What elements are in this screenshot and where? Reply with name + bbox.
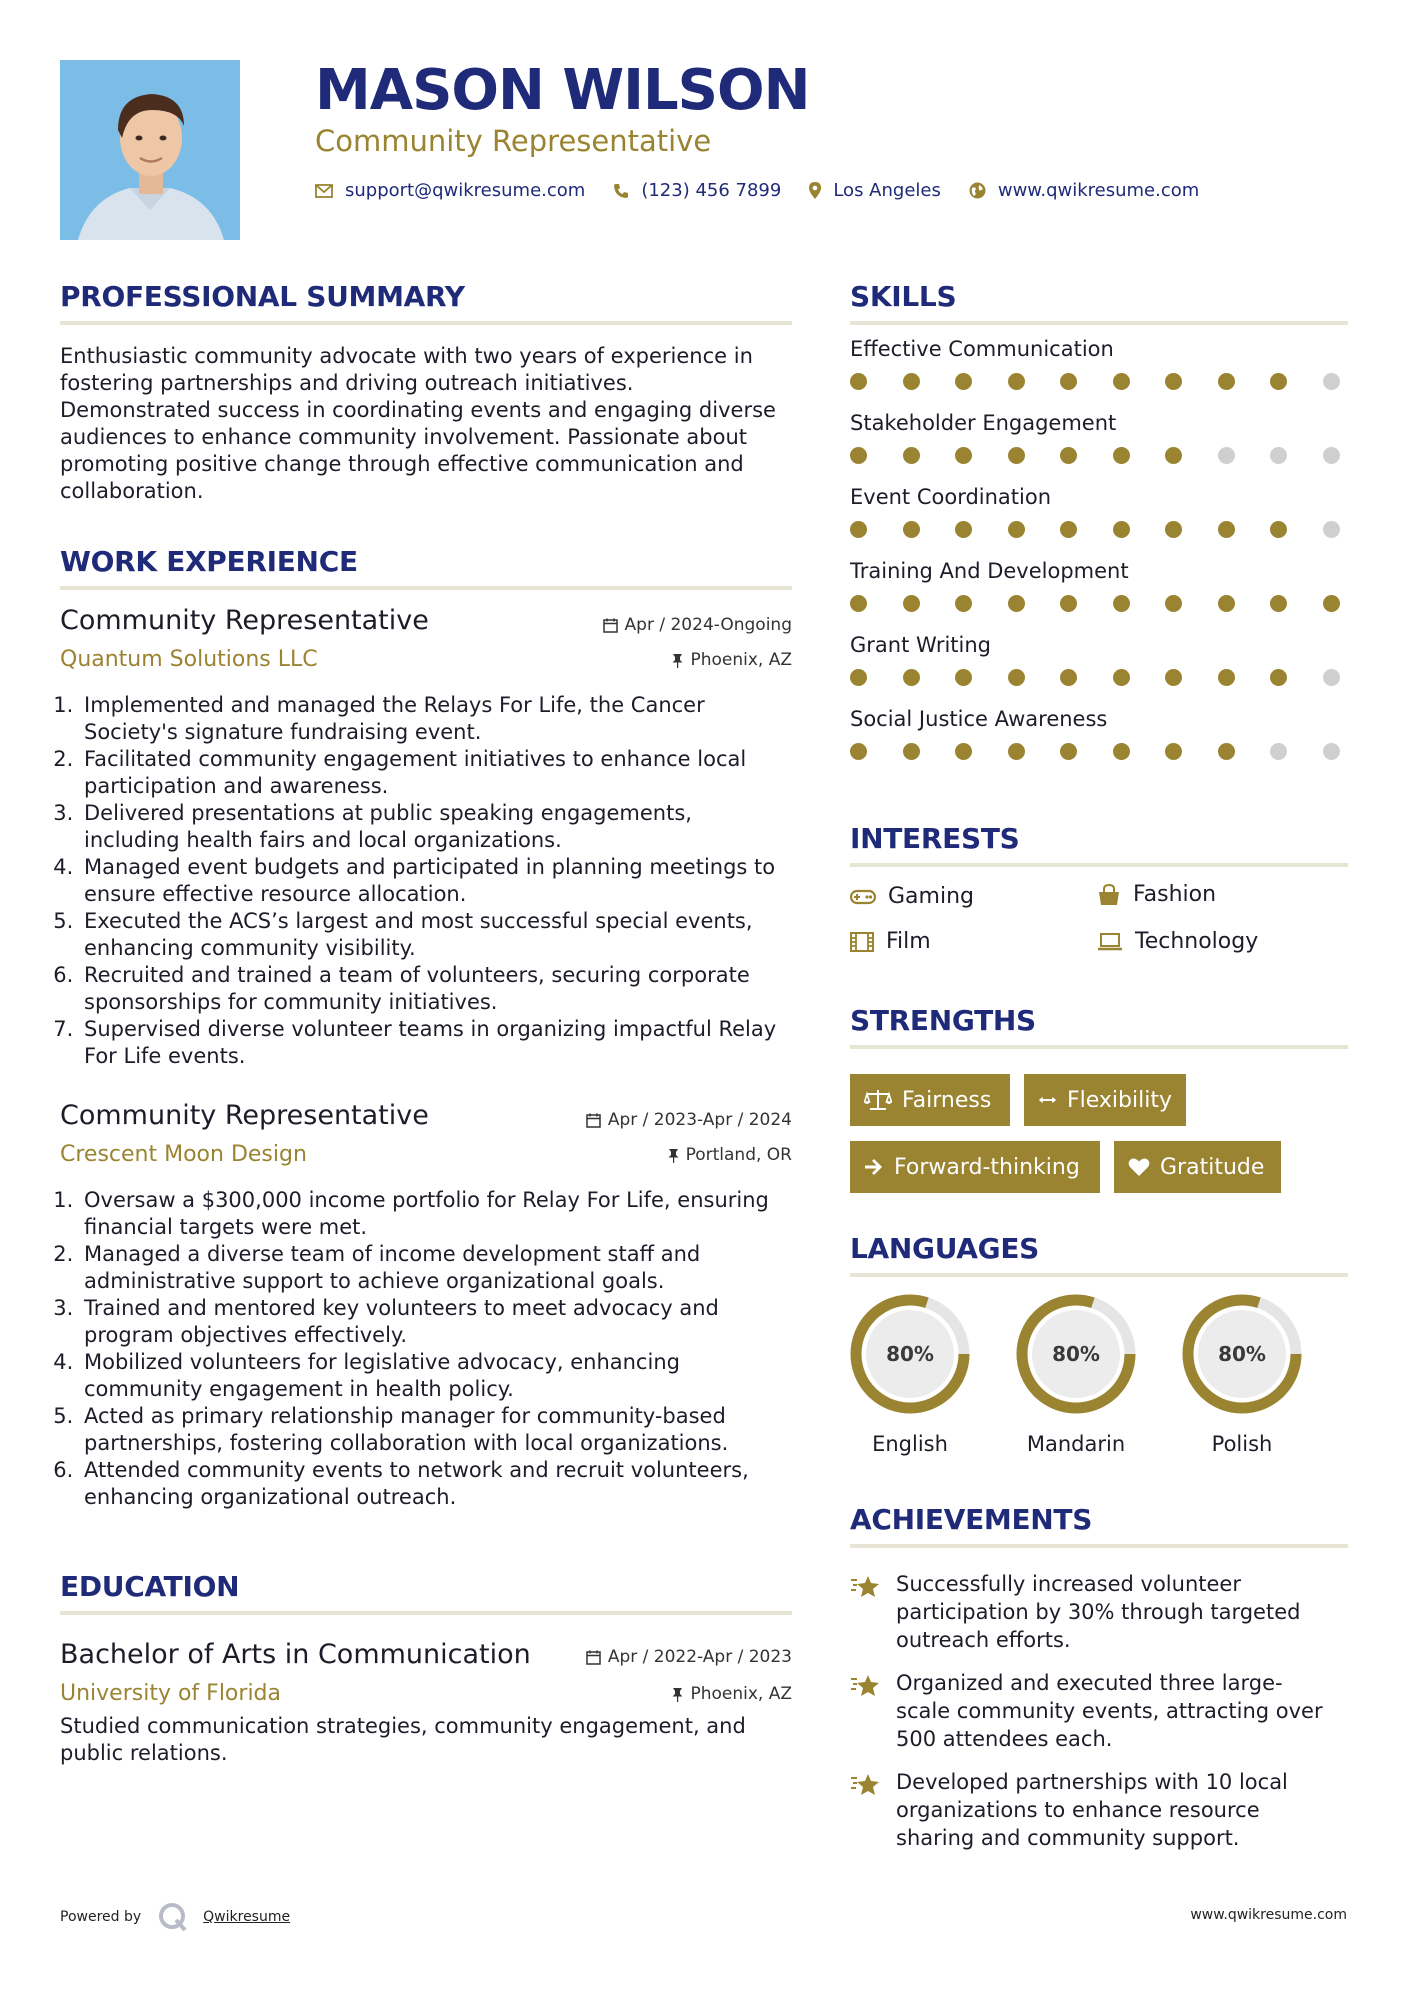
rating-dot-filled bbox=[1008, 595, 1025, 612]
rating-dot-filled bbox=[1008, 521, 1025, 538]
rating-dot-empty bbox=[1323, 743, 1340, 760]
website-text: www.qwikresume.com bbox=[997, 180, 1200, 201]
language-item bbox=[1180, 1292, 1304, 1456]
calendar-icon bbox=[586, 1650, 601, 1665]
arrows-horizontal-icon bbox=[1038, 1093, 1057, 1107]
rating-dot-filled bbox=[1218, 373, 1235, 390]
section-rule bbox=[850, 1045, 1348, 1049]
rating-dot-filled bbox=[850, 669, 867, 686]
job-date-text: Apr / 2024-Ongoing bbox=[624, 615, 792, 635]
rating-dot-filled bbox=[955, 373, 972, 390]
skill-row bbox=[850, 411, 1348, 464]
list-item: 1. Implemented and managed the Relays For Life, the Cancer Society's signature fundraising event. bbox=[80, 692, 792, 746]
skills-heading: SKILLS bbox=[850, 280, 957, 313]
skill-row bbox=[850, 707, 1348, 760]
rating-dot-filled bbox=[850, 521, 867, 538]
rating-dot-filled bbox=[1218, 743, 1235, 760]
job-location-text: Portland, OR bbox=[685, 1145, 792, 1165]
language-percent-label: 80% bbox=[1052, 1342, 1100, 1366]
contact-website[interactable] bbox=[969, 180, 1199, 201]
education-date-text: Apr / 2022-Apr / 2023 bbox=[607, 1647, 792, 1667]
list-item: 3. Trained and mentored key volunteers to meet advocacy and program objectives effectively. bbox=[80, 1295, 792, 1349]
rating-dot-filled bbox=[1323, 595, 1340, 612]
skill-row bbox=[850, 559, 1348, 612]
rating-dot-filled bbox=[1113, 521, 1130, 538]
rating-dot-filled bbox=[1008, 669, 1025, 686]
arrow-right-icon bbox=[864, 1158, 884, 1176]
achievements-heading: ACHIEVEMENTS bbox=[850, 1503, 1093, 1536]
rating-dot-filled bbox=[1113, 669, 1130, 686]
rating-dot-filled bbox=[1270, 669, 1287, 686]
section-rule bbox=[850, 863, 1348, 867]
strengths-section bbox=[850, 1004, 1348, 1049]
education-location bbox=[672, 1684, 792, 1704]
list-item: 6. Attended community events to network and recruit volunteers, enhancing organizational outreach. bbox=[80, 1457, 792, 1511]
interest-label: Technology bbox=[1135, 929, 1259, 954]
rating-dot-filled bbox=[1218, 595, 1235, 612]
language-progress-ring bbox=[1180, 1292, 1304, 1416]
list-item: 5. Executed the ACS’s largest and most successful special events, enhancing community visibility. bbox=[80, 908, 792, 962]
list-item: 2. Managed a diverse team of income development staff and administrative support to achieve organizational goals. bbox=[80, 1241, 792, 1295]
language-percent-label: 80% bbox=[1218, 1342, 1266, 1366]
rating-dot-filled bbox=[955, 447, 972, 464]
rating-dot-empty bbox=[1323, 447, 1340, 464]
list-item: 5. Acted as primary relationship manager for community-based partnerships, fostering collaboration with local organizations. bbox=[80, 1403, 792, 1457]
rating-dot-filled bbox=[903, 743, 920, 760]
footer-powered-by bbox=[60, 1901, 290, 1933]
rating-dot-filled bbox=[903, 595, 920, 612]
qwikresume-link[interactable]: Qwikresume bbox=[203, 1909, 291, 1925]
job-title: Community Representative bbox=[60, 1100, 429, 1131]
rating-dot-filled bbox=[955, 595, 972, 612]
pin-icon bbox=[672, 1687, 683, 1702]
rating-dot-empty bbox=[1323, 373, 1340, 390]
rating-dot-filled bbox=[903, 521, 920, 538]
candidate-role: Community Representative bbox=[315, 124, 712, 158]
footer-site-link[interactable]: www.qwikresume.com bbox=[1190, 1907, 1347, 1923]
interests-section bbox=[850, 822, 1348, 867]
star-trophy-icon bbox=[850, 1673, 882, 1699]
education-heading: EDUCATION bbox=[60, 1570, 240, 1603]
rating-dot-filled bbox=[1060, 595, 1077, 612]
section-rule bbox=[60, 1611, 792, 1615]
languages-heading: LANGUAGES bbox=[850, 1232, 1040, 1265]
skill-row bbox=[850, 633, 1348, 686]
strength-tag-flexibility bbox=[1024, 1074, 1186, 1126]
star-trophy-icon bbox=[850, 1772, 882, 1798]
rating-dot-filled bbox=[1113, 373, 1130, 390]
job-date bbox=[603, 615, 792, 635]
job-date bbox=[586, 1110, 792, 1130]
list-item: 1. Oversaw a $300,000 income portfolio for Relay For Life, ensuring financial targets were met. bbox=[80, 1187, 792, 1241]
language-name: English bbox=[872, 1432, 948, 1456]
phone-text: (123) 456 7899 bbox=[641, 180, 782, 201]
achievement-item bbox=[850, 1768, 1330, 1852]
shopping-bag-icon bbox=[1097, 884, 1121, 906]
summary-section bbox=[60, 280, 792, 505]
skill-name: Effective Communication bbox=[850, 337, 1114, 361]
language-item bbox=[1014, 1292, 1138, 1456]
skill-name: Social Justice Awareness bbox=[850, 707, 1108, 731]
strength-label: Gratitude bbox=[1160, 1154, 1265, 1180]
rating-dot-filled bbox=[1218, 521, 1235, 538]
pin-icon bbox=[668, 1148, 679, 1163]
qwikresume-logo-icon bbox=[157, 1901, 189, 1933]
rating-dot-filled bbox=[955, 743, 972, 760]
skill-rating bbox=[850, 373, 1340, 390]
rating-dot-filled bbox=[955, 669, 972, 686]
pin-icon bbox=[672, 653, 683, 668]
film-icon bbox=[850, 932, 874, 952]
achievement-text: Successfully increased volunteer participation by 30% through targeted outreach efforts. bbox=[896, 1572, 1301, 1652]
rating-dot-filled bbox=[850, 373, 867, 390]
rating-dot-filled bbox=[1008, 743, 1025, 760]
list-item: 2. Facilitated community engagement initiatives to enhance local participation and awareness. bbox=[80, 746, 792, 800]
rating-dot-filled bbox=[955, 521, 972, 538]
rating-dot-filled bbox=[1165, 521, 1182, 538]
rating-dot-filled bbox=[1218, 669, 1235, 686]
skill-rating bbox=[850, 669, 1340, 686]
powered-by-text: Powered by bbox=[60, 1909, 142, 1925]
email-text: support@qwikresume.com bbox=[345, 180, 586, 201]
skill-rating bbox=[850, 595, 1340, 612]
skill-row bbox=[850, 485, 1348, 538]
section-rule bbox=[850, 321, 1348, 325]
section-rule bbox=[850, 1273, 1348, 1277]
calendar-icon bbox=[603, 618, 618, 633]
candidate-name: MASON WILSON bbox=[315, 58, 810, 123]
skill-name: Event Coordination bbox=[850, 485, 1052, 509]
rating-dot-filled bbox=[1165, 669, 1182, 686]
globe-icon bbox=[969, 182, 986, 199]
language-progress-ring bbox=[1014, 1292, 1138, 1416]
rating-dot-filled bbox=[903, 373, 920, 390]
experience-section bbox=[60, 545, 792, 590]
skill-rating bbox=[850, 447, 1340, 464]
skill-name: Training And Development bbox=[850, 559, 1129, 583]
rating-dot-filled bbox=[850, 447, 867, 464]
strength-tag-gratitude bbox=[1114, 1141, 1281, 1193]
rating-dot-empty bbox=[1270, 743, 1287, 760]
interests-heading: INTERESTS bbox=[850, 822, 1020, 855]
rating-dot-filled bbox=[1113, 595, 1130, 612]
interest-label: Film bbox=[886, 929, 931, 954]
gamepad-icon bbox=[850, 889, 876, 905]
rating-dot-filled bbox=[1060, 447, 1077, 464]
rating-dot-filled bbox=[1008, 447, 1025, 464]
heart-icon bbox=[1128, 1157, 1150, 1177]
rating-dot-empty bbox=[1323, 521, 1340, 538]
job-entry bbox=[60, 605, 792, 1070]
contact-email[interactable] bbox=[315, 180, 585, 201]
rating-dot-filled bbox=[1270, 521, 1287, 538]
rating-dot-filled bbox=[1165, 447, 1182, 464]
strength-label: Flexibility bbox=[1067, 1087, 1172, 1113]
company-name: Quantum Solutions LLC bbox=[60, 647, 318, 672]
job-bullets bbox=[60, 1187, 792, 1511]
interest-item-gaming bbox=[850, 884, 974, 909]
contact-location bbox=[809, 180, 941, 201]
job-bullets bbox=[60, 692, 792, 1070]
language-progress-ring bbox=[848, 1292, 972, 1416]
rating-dot-empty bbox=[1270, 447, 1287, 464]
profile-photo bbox=[60, 60, 240, 240]
list-item: 6. Recruited and trained a team of volunteers, securing corporate sponsorships for community initiatives. bbox=[80, 962, 792, 1016]
skill-name: Grant Writing bbox=[850, 633, 991, 657]
rating-dot-filled bbox=[1270, 373, 1287, 390]
job-title: Community Representative bbox=[60, 605, 429, 636]
rating-dot-filled bbox=[1113, 447, 1130, 464]
strength-label: Fairness bbox=[902, 1087, 992, 1113]
list-item: 7. Supervised diverse volunteer teams in organizing impactful Relay For Life events. bbox=[80, 1016, 792, 1070]
education-text: Studied communication strategies, community engagement, and public relations. bbox=[60, 1714, 746, 1765]
skill-rating bbox=[850, 743, 1340, 760]
school-name: University of Florida bbox=[60, 1681, 281, 1706]
achievement-text: Organized and executed three large-scale community events, attracting over 500 attendees each. bbox=[896, 1671, 1323, 1751]
language-percent-label: 80% bbox=[886, 1342, 934, 1366]
laptop-icon bbox=[1097, 933, 1123, 951]
balance-scale-icon bbox=[864, 1089, 892, 1111]
interest-label: Gaming bbox=[888, 884, 974, 909]
rating-dot-filled bbox=[1060, 521, 1077, 538]
achievement-item bbox=[850, 1669, 1330, 1753]
company-name: Crescent Moon Design bbox=[60, 1142, 307, 1167]
calendar-icon bbox=[586, 1113, 601, 1128]
rating-dot-filled bbox=[1060, 669, 1077, 686]
strength-label: Forward-thinking bbox=[894, 1154, 1080, 1180]
rating-dot-filled bbox=[850, 595, 867, 612]
education-section bbox=[60, 1570, 792, 1767]
map-marker-icon bbox=[809, 182, 821, 199]
education-location-text: Phoenix, AZ bbox=[690, 1684, 792, 1704]
education-date bbox=[586, 1647, 792, 1667]
rating-dot-filled bbox=[1113, 743, 1130, 760]
star-trophy-icon bbox=[850, 1574, 882, 1600]
list-item: 4. Mobilized volunteers for legislative advocacy, enhancing community engagement in health policy. bbox=[80, 1349, 792, 1403]
job-location bbox=[668, 1145, 792, 1165]
job-location bbox=[672, 650, 792, 670]
interest-item-technology bbox=[1097, 929, 1258, 954]
list-item: 4. Managed event budgets and participated in planning meetings to ensure effective resource allocation. bbox=[80, 854, 792, 908]
achievement-item bbox=[850, 1570, 1330, 1654]
rating-dot-filled bbox=[903, 669, 920, 686]
language-item bbox=[848, 1292, 972, 1456]
skill-name: Stakeholder Engagement bbox=[850, 411, 1117, 435]
skills-list bbox=[850, 337, 1348, 760]
interest-label: Fashion bbox=[1133, 882, 1217, 907]
achievements-section bbox=[850, 1503, 1348, 1548]
skills-section bbox=[850, 280, 1348, 760]
summary-heading: PROFESSIONAL SUMMARY bbox=[60, 280, 465, 313]
phone-icon bbox=[613, 183, 629, 199]
language-name: Mandarin bbox=[1026, 1432, 1126, 1456]
section-rule bbox=[60, 321, 792, 325]
rating-dot-filled bbox=[1270, 595, 1287, 612]
languages-section bbox=[850, 1232, 1348, 1277]
contact-bar bbox=[315, 180, 1227, 201]
strength-tag-forward-thinking bbox=[850, 1141, 1100, 1193]
rating-dot-filled bbox=[1165, 373, 1182, 390]
degree-title: Bachelor of Arts in Communication bbox=[60, 1639, 531, 1670]
rating-dot-filled bbox=[1060, 743, 1077, 760]
section-rule bbox=[60, 586, 792, 590]
strength-tag-fairness bbox=[850, 1074, 1010, 1126]
rating-dot-filled bbox=[1008, 373, 1025, 390]
rating-dot-filled bbox=[1060, 373, 1077, 390]
job-location-text: Phoenix, AZ bbox=[690, 650, 792, 670]
skill-row bbox=[850, 337, 1348, 390]
rating-dot-filled bbox=[1165, 595, 1182, 612]
job-entry bbox=[60, 1100, 792, 1511]
rating-dot-filled bbox=[1165, 743, 1182, 760]
list-item: 3. Delivered presentations at public speaking engagements, including health fairs and local organizations. bbox=[80, 800, 792, 854]
rating-dot-filled bbox=[850, 743, 867, 760]
section-rule bbox=[850, 1544, 1348, 1548]
job-date-text: Apr / 2023-Apr / 2024 bbox=[607, 1110, 792, 1130]
summary-text: Enthusiastic community advocate with two years of experience in fostering partnerships and driving outreach initiatives. Demonstrated success in coordinating events and engaging diverse audiences to enhance community involvement. Passionate about promoting positive change through effective communication and collaboration. bbox=[60, 344, 776, 503]
envelope-icon bbox=[315, 184, 333, 198]
location-text: Los Angeles bbox=[833, 180, 941, 201]
strengths-heading: STRENGTHS bbox=[850, 1004, 1036, 1037]
rating-dot-empty bbox=[1218, 447, 1235, 464]
contact-phone[interactable] bbox=[613, 180, 781, 201]
language-name: Polish bbox=[1211, 1432, 1273, 1456]
interest-item-fashion bbox=[1097, 882, 1216, 907]
experience-heading: WORK EXPERIENCE bbox=[60, 545, 358, 578]
interest-item-film bbox=[850, 929, 931, 954]
rating-dot-filled bbox=[903, 447, 920, 464]
achievement-text: Developed partnerships with 10 local organizations to enhance resource sharing and community support. bbox=[896, 1770, 1288, 1850]
skill-rating bbox=[850, 521, 1340, 538]
rating-dot-empty bbox=[1323, 669, 1340, 686]
